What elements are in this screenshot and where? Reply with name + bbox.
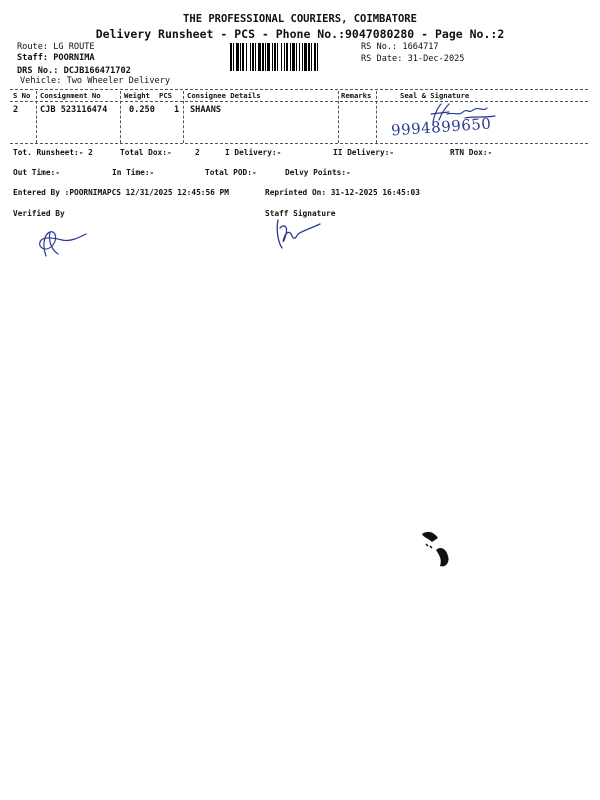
col-header-consignee: Consignee Details <box>187 91 261 100</box>
total-runsheet: Tot. Runsheet:- 2 <box>13 148 93 157</box>
barcode-bar <box>284 43 285 71</box>
scan-smudge-mark <box>418 528 458 570</box>
row-weight: 0.250 <box>129 105 155 115</box>
company-title: THE PROFESSIONAL COURIERS, COIMBATORE <box>183 13 417 25</box>
barcode-bar <box>230 43 232 71</box>
barcode-bar <box>296 43 297 71</box>
staff-label: Staff: POORNIMA <box>17 53 95 63</box>
verified-by-label: Verified By <box>13 209 65 218</box>
total-pod: Total POD:- <box>205 168 257 177</box>
drs-number: DRS No.: DCJB166471702 <box>17 66 131 76</box>
staff-signature-label: Staff Signature <box>265 209 336 218</box>
barcode-bar <box>246 43 247 71</box>
barcode-bar <box>304 43 307 71</box>
rs-date: RS Date: 31-Dec-2025 <box>361 54 465 64</box>
barcode-bar <box>308 43 310 71</box>
table-col-divider <box>120 91 121 143</box>
verified-by-signature <box>32 224 92 260</box>
row-pcs: 1 <box>174 105 180 115</box>
row-consignment-no: CJB 523116474 <box>40 105 108 115</box>
barcode-bar <box>281 43 282 71</box>
total-dox-value: 2 <box>195 148 200 157</box>
row-consignee: SHAANS <box>190 105 222 115</box>
in-time: In Time:- <box>112 168 155 177</box>
barcode-bar <box>314 43 316 71</box>
out-time: Out Time:- <box>13 168 60 177</box>
barcode-bar <box>299 43 300 71</box>
barcode-bar <box>242 43 244 71</box>
barcode-bar <box>240 43 241 71</box>
entered-by: Entered By :POORNIMAPCS 12/31/2025 12:45:56 PM <box>13 188 229 197</box>
table-col-divider <box>376 91 377 143</box>
total-dox-label: Total Dox:- <box>120 148 172 157</box>
route-label: Route: LG ROUTE <box>17 42 95 52</box>
runsheet-subtitle: Delivery Runsheet - PCS - Phone No.:9047080280 - Page No.:2 <box>95 27 505 41</box>
reprinted-on: Reprinted On: 31-12-2025 16:45:03 <box>265 188 420 197</box>
col-header-weight: Weight <box>124 91 150 100</box>
barcode-bar <box>290 43 291 71</box>
barcode-bar <box>250 43 251 71</box>
col-header-seal-signature: Seal & Signature <box>400 91 470 100</box>
barcode-bar <box>274 43 276 71</box>
table-col-divider <box>338 91 339 143</box>
col-header-sno: S No <box>13 91 31 100</box>
barcode-bar <box>252 43 254 71</box>
table-col-divider <box>36 91 37 143</box>
rs-number: RS No.: 1664717 <box>361 42 439 52</box>
barcode-bar <box>302 43 303 71</box>
barcode-bar <box>286 43 288 71</box>
barcode-bar <box>258 43 261 71</box>
table-bottom-rule <box>10 143 588 144</box>
barcode-bar <box>272 43 273 71</box>
barcode-bar <box>311 43 312 71</box>
vehicle-label: Vehicle: Two Wheeler Delivery <box>20 76 171 86</box>
table-col-divider <box>183 91 184 143</box>
table-top-rule <box>10 89 588 90</box>
staff-signature <box>270 214 326 252</box>
barcode-bar <box>236 43 239 71</box>
col-header-remarks: Remarks <box>341 91 372 100</box>
second-delivery: II Delivery:- <box>333 148 395 157</box>
barcode-bar <box>233 43 234 71</box>
handwritten-phone-number: 9994899650 <box>390 114 492 140</box>
delivery-points: Delvy Points:- <box>285 168 351 177</box>
col-header-pcs: PCS <box>159 91 172 100</box>
barcode-bar <box>277 43 278 71</box>
barcode-bar <box>317 43 318 71</box>
barcode-bar <box>292 43 295 71</box>
barcode-bar <box>265 43 266 71</box>
col-header-consignment: Consignment No <box>40 91 101 100</box>
barcode-image <box>230 43 356 71</box>
rtn-dox: RTN Dox:- <box>450 148 493 157</box>
barcode-bar <box>262 43 264 71</box>
row-sno: 2 <box>13 105 19 115</box>
barcode-bar <box>255 43 256 71</box>
barcode-bar <box>267 43 270 71</box>
first-delivery: I Delivery:- <box>225 148 282 157</box>
